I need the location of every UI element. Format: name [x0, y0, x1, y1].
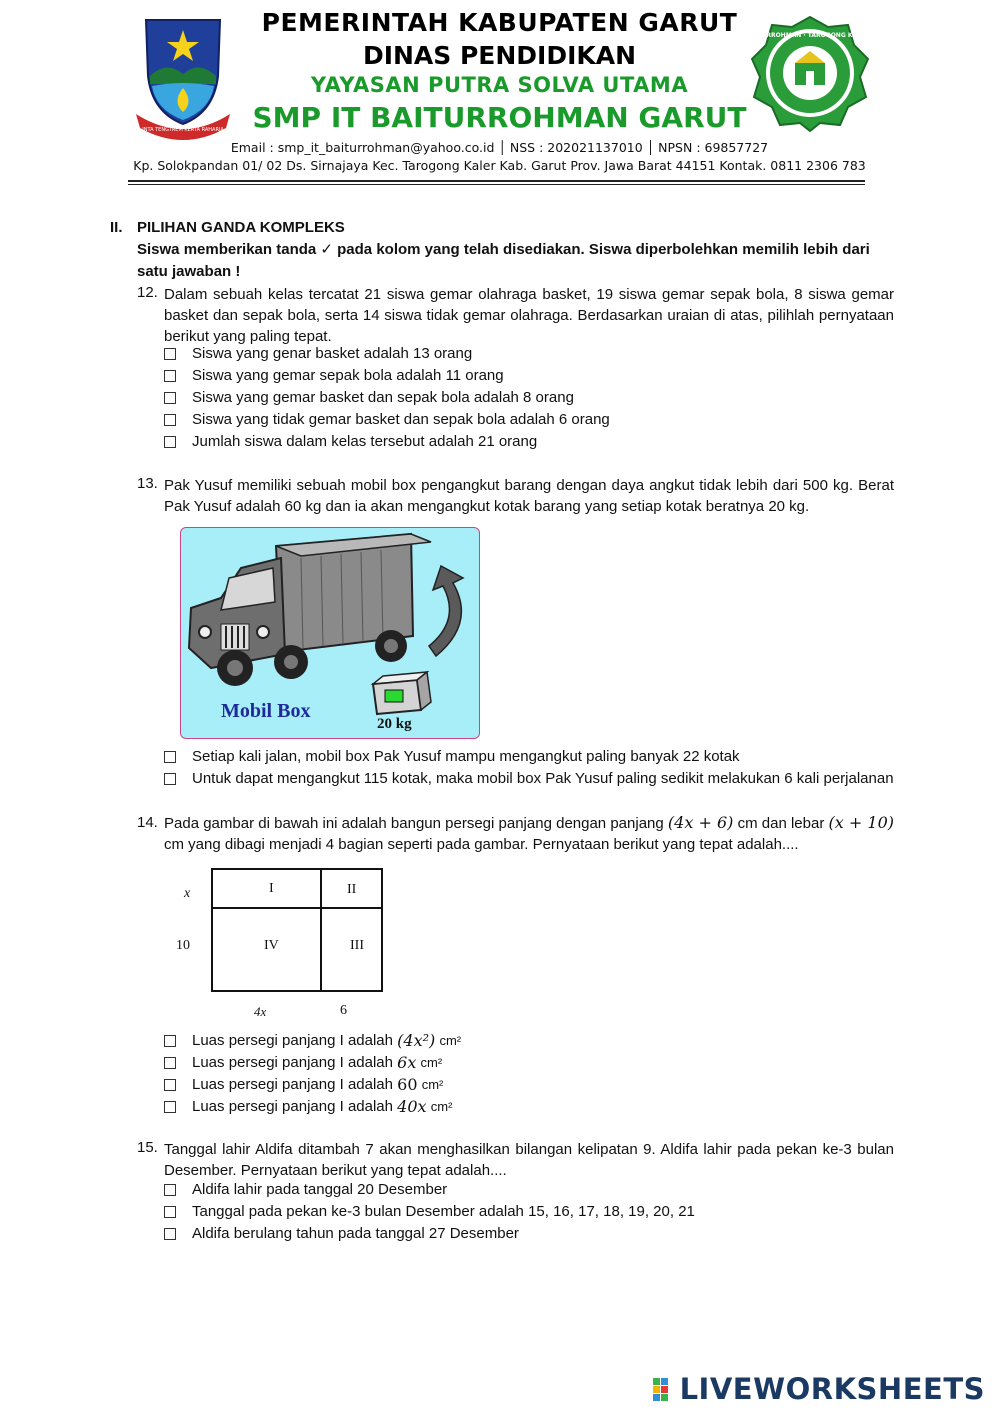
dimension-label: 6: [340, 1003, 347, 1018]
letterhead-line-1: PEMERINTAH KABUPATEN GARUT: [261, 8, 738, 37]
q15-option[interactable]: [164, 1225, 519, 1242]
option-unit: cm²: [421, 1077, 444, 1092]
option-math: 6x: [397, 1053, 417, 1072]
option-math: 60: [397, 1075, 418, 1094]
question-number: 14.: [137, 814, 158, 831]
answer-checkbox[interactable]: [164, 1101, 176, 1113]
option-math: (4x²): [397, 1031, 436, 1050]
q13-option[interactable]: [164, 770, 894, 787]
answer-checkbox[interactable]: [164, 1057, 176, 1069]
option-prefix: Luas persegi panjang I adalah: [192, 1076, 393, 1093]
q14-option[interactable]: [164, 1053, 442, 1072]
option-label: Aldifa lahir pada tanggal 20 Desember: [192, 1181, 448, 1198]
brand-name: LIVEWORKSHEETS: [679, 1372, 985, 1406]
region-label: II: [347, 882, 357, 897]
answer-checkbox[interactable]: [164, 1206, 176, 1218]
answer-checkbox[interactable]: [164, 1035, 176, 1047]
image-weight-label: 20 kg: [377, 716, 412, 732]
letterhead-line-2: DINAS PENDIDIKAN: [362, 41, 637, 70]
right-logo-ring: SMP IT BAITURROHMAN · TAROGONG KALER · GARUT: [720, 32, 900, 39]
option-label: Aldifa berulang tahun pada tanggal 27 Desember: [192, 1225, 519, 1242]
letterhead-line-3: YAYASAN PUTRA SOLVA UTAMA: [310, 73, 689, 97]
option-label: Siswa yang gemar basket dan sepak bola adalah 8 orang: [192, 389, 574, 406]
q12-option[interactable]: [164, 433, 537, 450]
q14-text-c: cm yang dibagi menjadi 4 bagian seperti pada gambar. Pernyataan berikut yang tepat adalah....: [164, 836, 799, 853]
left-logo-motto: INTA TENGTREM KERTA RAHARJA: [142, 127, 224, 133]
option-prefix: Luas persegi panjang I adalah: [192, 1032, 393, 1049]
q12-option[interactable]: [164, 367, 504, 384]
section-number: II.: [110, 219, 123, 236]
letterhead-contact: Email : smp_it_baiturrohman@yahoo.co.id │ NSS : 202021137010 │ NPSN : 69857727: [230, 140, 769, 155]
section-instruction: Siswa memberikan tanda ✓ pada kolom yang telah disediakan. Siswa diperbolehkan memilih lebih dari satu jawaban !: [137, 241, 870, 280]
mobil-box-illustration: [180, 527, 480, 739]
option-label: Siswa yang gemar sepak bola adalah 11 orang: [192, 367, 504, 384]
question-13-text: Pak Yusuf memiliki sebuah mobil box pengangkut barang dengan daya angkut tidak lebih dari 500 kg. Berat Pak Yusuf adalah 60 kg dan ia akan mengangkut kotak barang yang setiap kotak beratnya 20 kg.: [164, 477, 894, 515]
q13-option[interactable]: [164, 748, 740, 765]
option-label: Jumlah siswa dalam kelas tersebut adalah 21 orang: [192, 433, 538, 450]
option-label: Tanggal pada pekan ke-3 bulan Desember adalah 15, 16, 17, 18, 19, 20, 21: [192, 1203, 695, 1220]
option-unit: cm²: [420, 1055, 443, 1070]
q12-option[interactable]: [164, 345, 472, 362]
option-prefix: Luas persegi panjang I adalah: [192, 1054, 393, 1071]
header-divider: [128, 180, 865, 182]
answer-checkbox[interactable]: [164, 392, 176, 404]
question-number: 15.: [137, 1139, 158, 1156]
image-caption: Mobil Box: [221, 700, 311, 722]
answer-checkbox[interactable]: [164, 414, 176, 426]
letterhead-school-name: SMP IT BAITURROHMAN GARUT: [252, 101, 747, 134]
q14-option[interactable]: [164, 1075, 443, 1094]
option-label: Untuk dapat mengangkut 115 kotak, maka mobil box Pak Yusuf paling sedikit melakukan 6 kali perjalanan: [192, 770, 894, 787]
question-15-text: Tanggal lahir Aldifa ditambah 7 akan menghasilkan bilangan kelipatan 9. Aldifa lahir pada pekan ke-3 bulan Desember. Pernyataan berikut yang tepat adalah....: [164, 1141, 894, 1179]
dimension-label: 4x: [254, 1004, 267, 1019]
q12-option[interactable]: [164, 389, 574, 406]
q15-option[interactable]: [164, 1181, 447, 1198]
q14-option[interactable]: [164, 1031, 461, 1050]
answer-checkbox[interactable]: [164, 1184, 176, 1196]
option-label: Siswa yang tidak gemar basket dan sepak bola adalah 6 orang: [192, 411, 610, 428]
liveworksheets-logo[interactable]: [652, 1372, 985, 1406]
question-number: 13.: [137, 475, 158, 492]
answer-checkbox[interactable]: [164, 751, 176, 763]
answer-checkbox[interactable]: [164, 348, 176, 360]
answer-checkbox[interactable]: [164, 436, 176, 448]
option-unit: cm²: [439, 1033, 462, 1048]
option-unit: cm²: [430, 1099, 453, 1114]
q14-length-expression: (4x + 6): [667, 813, 734, 832]
section-title: PILIHAN GANDA KOMPLEKS: [137, 219, 345, 236]
region-label: I: [269, 881, 274, 896]
region-label: IV: [264, 938, 279, 953]
option-prefix: Luas persegi panjang I adalah: [192, 1098, 393, 1115]
q15-option[interactable]: [164, 1203, 695, 1220]
rectangle-diagram: [211, 868, 385, 994]
question-12-text: Dalam sebuah kelas tercatat 21 siswa gemar olahraga basket, 19 siswa gemar sepak bola, 8 siswa gemar basket dan sepak bola, serta 14 siswa tidak gemar olahraga. Berdasarkan uraian di atas, pilihlah pernyataan berikut yang paling tepat.: [164, 286, 894, 345]
header-divider-thin: [128, 184, 865, 185]
region-label: III: [350, 938, 364, 953]
dimension-label: 10: [176, 938, 190, 953]
question-number: 12.: [137, 284, 158, 301]
option-label: Siswa yang genar basket adalah 13 orang: [192, 345, 473, 362]
q14-width-expression: (x + 10): [828, 813, 894, 832]
question-14-text: [164, 812, 894, 855]
option-label: Setiap kali jalan, mobil box Pak Yusuf mampu mengangkut paling banyak 22 kotak: [192, 748, 740, 765]
answer-checkbox[interactable]: [164, 773, 176, 785]
answer-checkbox[interactable]: [164, 370, 176, 382]
q12-option[interactable]: [164, 411, 610, 428]
answer-checkbox[interactable]: [164, 1079, 176, 1091]
dimension-label: x: [184, 886, 191, 901]
q14-text-a: Pada gambar di bawah ini adalah bangun persegi panjang dengan panjang: [164, 815, 664, 832]
q14-text-b: cm dan lebar: [737, 815, 825, 832]
option-math: 40x: [397, 1097, 427, 1116]
liveworksheets-icon: [652, 1376, 678, 1402]
q14-option[interactable]: [164, 1097, 452, 1116]
answer-checkbox[interactable]: [164, 1228, 176, 1240]
letterhead-address: Kp. Solokpandan 01/ 02 Ds. Sirnajaya Kec. Tarogong Kaler Kab. Garut Prov. Jawa Barat 44151 Kontak. 0811 2306 783: [133, 158, 866, 173]
